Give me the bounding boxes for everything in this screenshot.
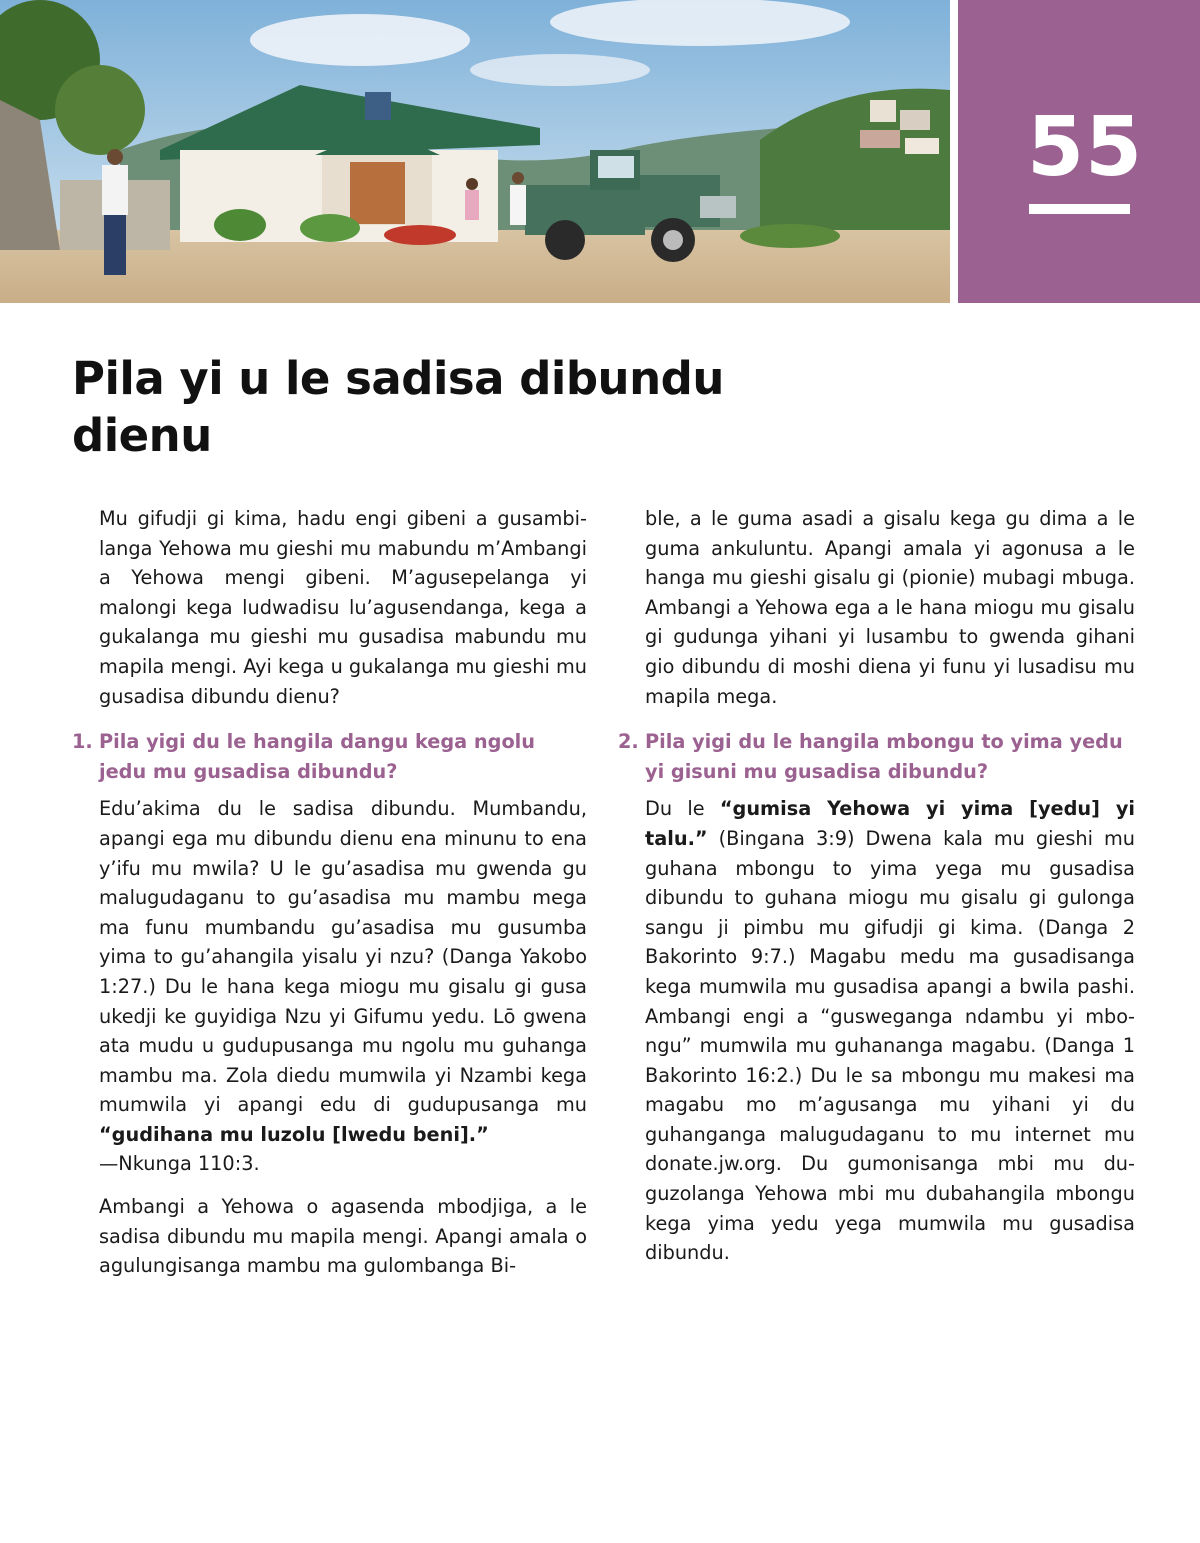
question-1-number: 1. bbox=[72, 730, 93, 754]
answer-2-lead: Du le bbox=[645, 797, 720, 821]
right-column bbox=[618, 504, 1136, 1268]
lesson-number: 55 bbox=[1026, 100, 1144, 195]
answer-2-paragraph bbox=[645, 794, 1135, 1268]
answer-1-paragraph bbox=[99, 794, 587, 1179]
lesson-number-panel bbox=[958, 0, 1200, 303]
left-column bbox=[72, 504, 587, 1281]
question-1-text: Pila yigi du le hangila dangu kega ngolu jedu mu gusadisa dibundu? bbox=[99, 730, 536, 783]
intro-paragraph: Mu gifudji gi kima, hadu engi gibeni a gusambilanga Yehowa mu gieshi mu mabundu m’Ambangi a Yehowa mengi gibeni. M’agusepelanga yi malongi kega ludwadisu lu’agusendanga, kega a gukalanga mu gieshi mu gusadisa mabundu mu mapila mengi. Ayi kega u gukalanga mu gieshi mu gusadisa dibundu dienu? bbox=[99, 507, 587, 708]
question-2 bbox=[618, 727, 1135, 786]
kingdom-hall-scene bbox=[0, 0, 950, 303]
hero-illustration bbox=[0, 0, 950, 303]
answer-1b-continued: ble, a le guma asadi a gisalu kega gu dima a le guma ankuluntu. Apangi amala yi agonusa a le hanga mu gieshi gisalu gi (pionie) mubagi mbuga. Ambangi a Yehowa ega a le hana miogu mu gisalu gi gudunga yihani yi lusambu to gwenda gihani gio dibundu di moshi diena yi funu yi lusadisu mu mapila mega. bbox=[645, 507, 1135, 708]
question-1 bbox=[72, 727, 587, 786]
question-2-number: 2. bbox=[618, 730, 639, 754]
answer-1-text: Edu’akima du le sadisa dibundu. Mumbandu, apangi ega mu dibundu dienu ena minunu to ena y’ifu mu mwila? U le gu’asadisa mu gwenda gu malugudaganu to gu’asadisa mu mambu mega ma funu mumbandu gu’asadisa mu gusumba yima to gu’ahangila yisalu yi nzu? (Danga Yakobo 1:27.) Du le hana kega miogu mu gisalu gi gusa ukedji ke guyidiga Nzu yi Gifumu yedu. Lō gwena ata mudu u gudupusanga mu ngolu mu guhanga mambu ma. Zola diedu mumwila yi Nzambi kega mumwila yi apangi edu di gudupusanga mu bbox=[99, 797, 587, 1117]
answer-1-reference: —Nkunga 110:3. bbox=[99, 1152, 260, 1176]
lesson-rule bbox=[1029, 204, 1130, 214]
question-2-text: Pila yigi du le hangila mbongu to yima yedu yi gisuni mu gusadisa dibundu? bbox=[645, 730, 1123, 783]
answer-2-quote: “gumisa Yehowa yi yima [yedu] yi talu.” bbox=[645, 797, 1136, 850]
answer-1b-paragraph: Ambangi a Yehowa o agasenda mbodjiga, a le sadisa dibundu mu mapila mengi. Apangi amala o agulungisanga mambu ma gulombanga Bi- bbox=[99, 1195, 587, 1278]
lesson-title: Pila yi u le sadisa dibundu dienu bbox=[72, 352, 724, 462]
answer-2-text: (Bingana 3:9) Dwena kala mu gieshi mu guhana mbongu to yima yega mu gusadisa dibundu to guhana miogu mu gisalu gi gulonga sangu ji pimbu mu gifudji gi kima. (Danga 2 Bakorinto 9:7.) Magabu medu ma gusadisanga kega mumwila mu gusadisa apangi a bwila pashi. Ambangi engi a “gusweganga ndambu yi mbongu” mumwila mu guhananga magabu. (Danga 1 Bakorinto 16:2.) Du le sa mbongu mu makesi ma magabu mo m’agusanga mu yihani yi du guhanganga malugudaganu to mu internet mu donate.jw.org. Du gumonisanga mbi mu duguzolanga Yehowa mbi mu dubahangila mbongu kega yima yedu yega mumwila mu gusadisa dibundu. bbox=[645, 826, 1135, 1265]
answer-1-quote: “gudihana mu luzolu [lwedu beni].” bbox=[99, 1122, 489, 1146]
